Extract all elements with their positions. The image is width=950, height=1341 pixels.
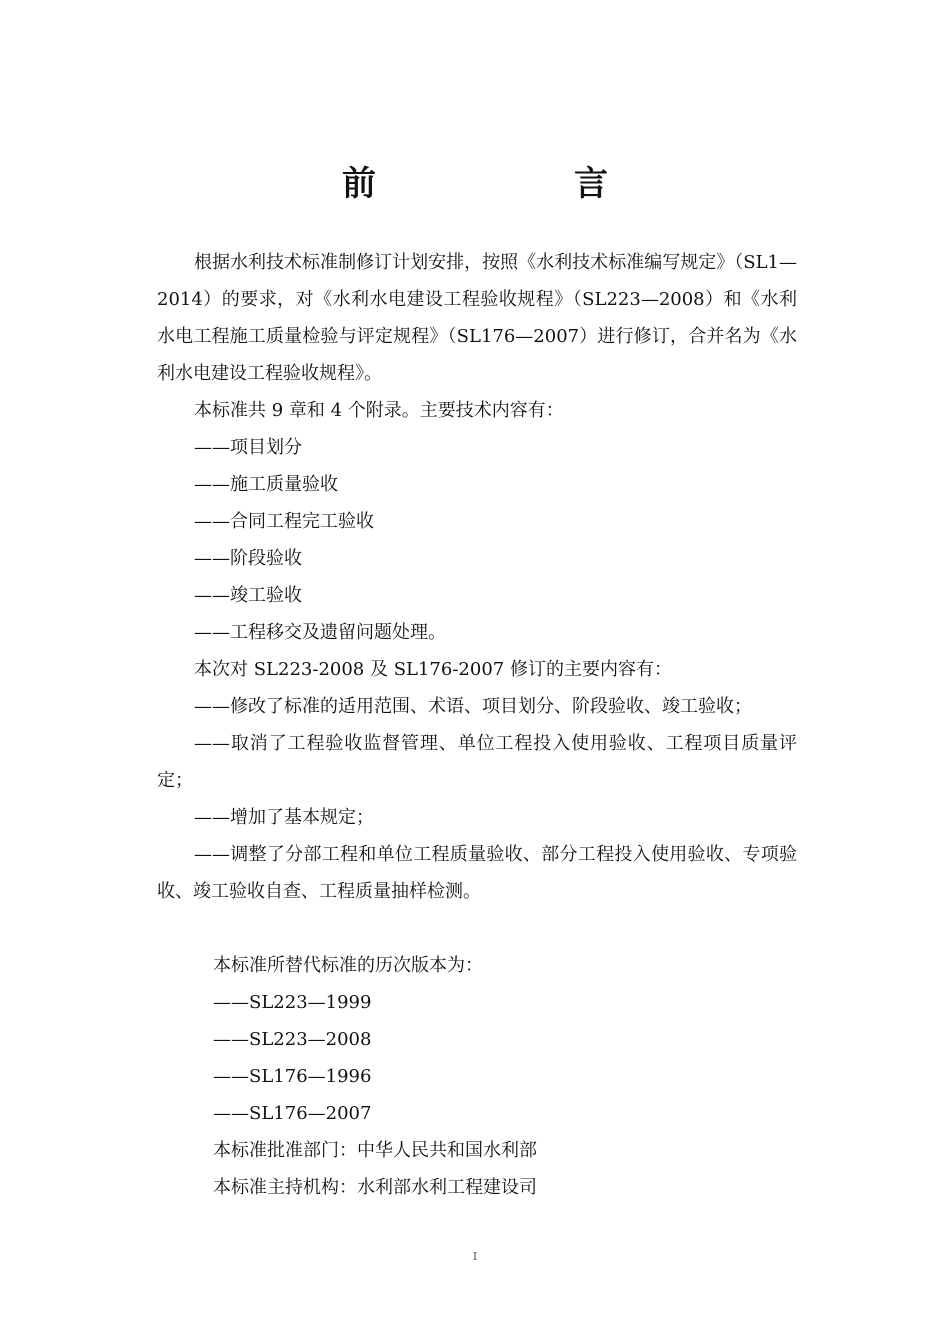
list-item: ——竣工验收 (194, 585, 302, 606)
version-item: ——SL176—1996 (213, 1066, 372, 1087)
history-section (157, 947, 797, 1206)
list-item: ——工程移交及遗留问题处理。 (194, 622, 446, 643)
list-item: ——施工质量验收 (194, 474, 338, 495)
list-item: ——修改了标准的适用范围、术语、项目划分、阶段验收、竣工验收； (194, 696, 752, 717)
version-item: ——SL223—1999 (213, 992, 372, 1013)
list-item: ——合同工程完工验收 (194, 511, 374, 532)
section-spacer (157, 910, 797, 947)
changes-intro: 本次对 SL223-2008 及 SL176-2007 修订的主要内容有： (194, 659, 672, 680)
approval-department: 本标准批准部门：中华人民共和国水利部 (213, 1140, 537, 1161)
contents-intro: 本标准共 9 章和 4 个附录。主要技术内容有： (194, 400, 564, 421)
version-item: ——SL176—2007 (213, 1103, 372, 1124)
page-title: 前 言 (342, 164, 690, 204)
history-intro: 本标准所替代标准的历次版本为： (213, 955, 483, 976)
list-item: ——取消了工程验收监督管理、单位工程投入使用验收、工程项目质量评定； (157, 733, 797, 791)
page-number: I (472, 1250, 478, 1263)
list-item: ——项目划分 (194, 437, 302, 458)
intro-paragraph: 根据水利技术标准制修订计划安排，按照《水利技术标准编写规定》（SL1—2014）的要求，对《水利水电建设工程验收规程》（SL223—2008）和《水利水电工程施工质量检验与评定规程》（SL176—2007）进行修订，合并名为《水利水电建设工程验收规程》。 (157, 252, 797, 384)
list-item: ——阶段验收 (194, 548, 302, 569)
list-item: ——调整了分部工程和单位工程质量验收、部分工程投入使用验收、专项验收、竣工验收自查、工程质量抽样检测。 (157, 844, 797, 902)
host-organization: 本标准主持机构：水利部水利工程建设司 (213, 1177, 537, 1198)
list-item: ——增加了基本规定； (194, 807, 374, 828)
preface-body (157, 244, 797, 1206)
version-item: ——SL223—2008 (213, 1029, 372, 1050)
